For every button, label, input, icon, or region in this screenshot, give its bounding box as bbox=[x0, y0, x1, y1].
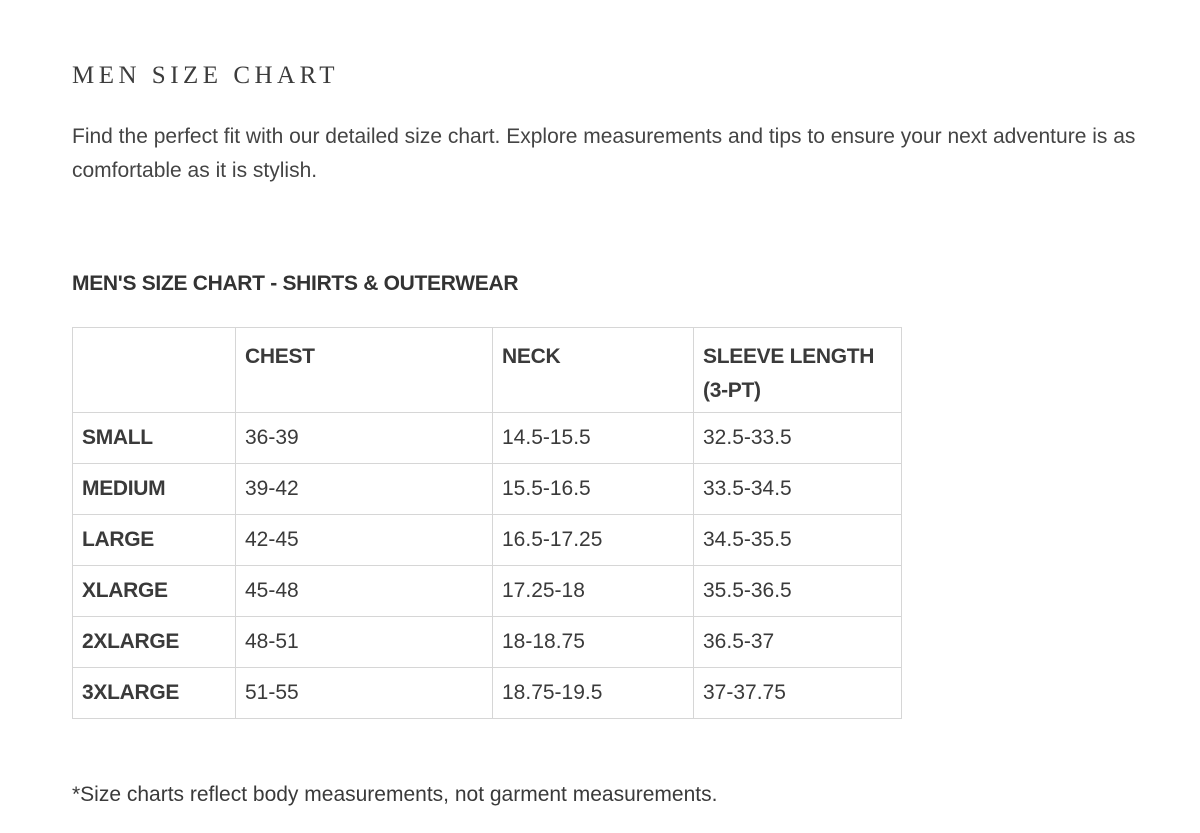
header-cell-neck: NECK bbox=[493, 328, 694, 413]
section-heading: MEN'S SIZE CHART - SHIRTS & OUTERWEAR bbox=[72, 272, 519, 295]
sleeve-cell: 32.5-33.5 bbox=[694, 413, 902, 464]
size-label-cell: SMALL bbox=[73, 413, 236, 464]
sleeve-cell: 36.5-37 bbox=[694, 617, 902, 668]
table-body bbox=[73, 413, 902, 719]
chest-cell: 48-51 bbox=[236, 617, 493, 668]
neck-cell: 17.25-18 bbox=[493, 566, 694, 617]
chest-cell: 42-45 bbox=[236, 515, 493, 566]
table-row bbox=[73, 566, 902, 617]
neck-cell: 15.5-16.5 bbox=[493, 464, 694, 515]
table-row bbox=[73, 413, 902, 464]
size-chart-table bbox=[72, 327, 902, 719]
table-row bbox=[73, 668, 902, 719]
neck-cell: 18-18.75 bbox=[493, 617, 694, 668]
page-title: MEN SIZE CHART bbox=[72, 62, 340, 89]
size-label-cell: XLARGE bbox=[73, 566, 236, 617]
neck-cell: 14.5-15.5 bbox=[493, 413, 694, 464]
size-label-cell: 2XLARGE bbox=[73, 617, 236, 668]
table-header bbox=[73, 328, 902, 413]
header-cell-sleeve-length: SLEEVE LENGTH (3-PT) bbox=[694, 328, 902, 413]
table-header-row bbox=[73, 328, 902, 413]
header-cell-chest: CHEST bbox=[236, 328, 493, 413]
neck-cell: 18.75-19.5 bbox=[493, 668, 694, 719]
chest-cell: 39-42 bbox=[236, 464, 493, 515]
sleeve-cell: 33.5-34.5 bbox=[694, 464, 902, 515]
sleeve-cell: 34.5-35.5 bbox=[694, 515, 902, 566]
size-label-cell: 3XLARGE bbox=[73, 668, 236, 719]
footnote: *Size charts reflect body measurements, not garment measurements. bbox=[72, 783, 718, 806]
table-row bbox=[73, 617, 902, 668]
sleeve-cell: 35.5-36.5 bbox=[694, 566, 902, 617]
header-cell-size bbox=[73, 328, 236, 413]
chest-cell: 36-39 bbox=[236, 413, 493, 464]
intro-text: Find the perfect fit with our detailed size chart. Explore measurements and tips to ensure your next adventure is as comfortable as it is stylish. bbox=[72, 125, 1136, 182]
table-row bbox=[73, 515, 902, 566]
size-label-cell: MEDIUM bbox=[73, 464, 236, 515]
size-label-cell: LARGE bbox=[73, 515, 236, 566]
sleeve-cell: 37-37.75 bbox=[694, 668, 902, 719]
chest-cell: 51-55 bbox=[236, 668, 493, 719]
neck-cell: 16.5-17.25 bbox=[493, 515, 694, 566]
chest-cell: 45-48 bbox=[236, 566, 493, 617]
table-row bbox=[73, 464, 902, 515]
